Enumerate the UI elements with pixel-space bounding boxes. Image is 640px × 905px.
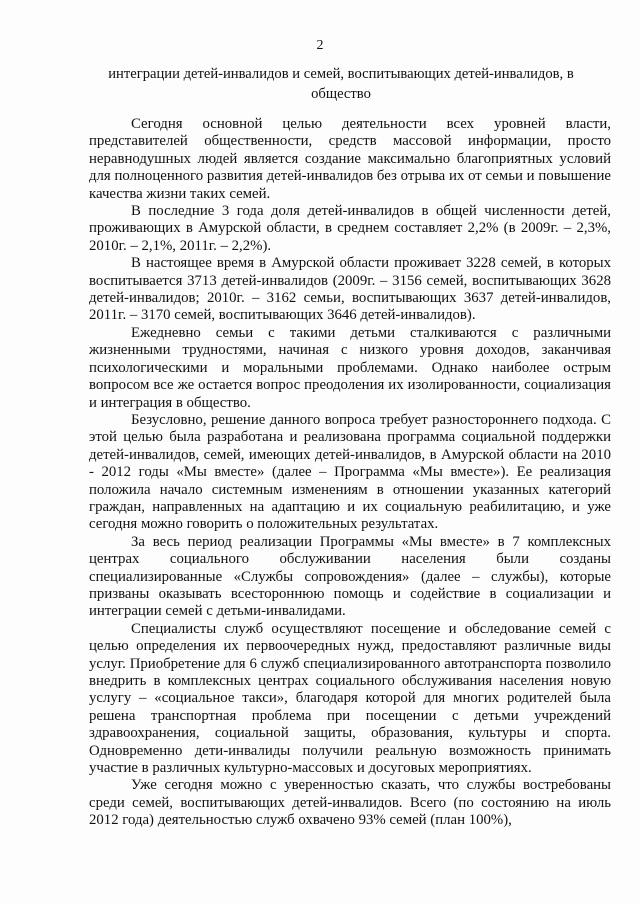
- section-title: интеграции детей-инвалидов и семей, воспитывающих детей-инвалидов, в общество: [108, 66, 574, 102]
- paragraph: Безусловно, решение данного вопроса требует разностороннего подхода. С этой целью была разработана и реализована программа социальной поддержки детей-инвалидов, семей, имеющих детей-инвалидов, в Амурской области на 2010 - 2012 годы «Мы вместе» (далее – Программа «Мы вместе»). Ее реализация положила начало системным изменениям в отношении указанных категорий граждан, направленных на адаптацию и их социальную реабилитацию, и уже сегодня можно говорить о положительных результатах.: [89, 411, 611, 533]
- page-number: 2: [316, 38, 324, 53]
- paragraph: Специалисты служб осуществляют посещение и обследование семей с целью определения их первоочередных нужд, предоставляют различные виды услуг. Приобретение для 6 служб специализированного автотранспорта позволило внедрить в комплексных центрах социального обслуживания населения новую услугу – «социальное такси», благодаря которой для многих родителей была решена транспортная проблема при посещении с детьми учреждений здравоохранения, социальной защиты, образования, культуры и спорта. Одновременно дети-инвалиды получили реальную возможность принимать участие в различных культурно-массовых и досуговых мероприятиях.: [89, 620, 611, 777]
- paragraph: В последние 3 года доля детей-инвалидов в общей численности детей, проживающих в Амурской области, в среднем составляет 2,2% (в 2009г. – 2,3%, 2010г. – 2,1%, 2011г. – 2,2%).: [89, 203, 611, 254]
- paragraph: Уже сегодня можно с уверенностью сказать, что службы востребованы среди семей, воспитывающих детей-инвалидов. Всего (по состоянию на июль 2012 года) деятельностью служб охвачено 93% семей (план 100%),: [89, 777, 611, 829]
- body-text: [89, 116, 611, 830]
- paragraph: Сегодня основной целью деятельности всех уровней власти, представителей общественности, средств массовой информации, просто неравнодушных людей является создание максимально благоприятных условий для полноценного развития детей-инвалидов без отрыва их от семьи и повышение качества жизни таких семей.: [89, 116, 611, 202]
- paragraph: В настоящее время в Амурской области проживает 3228 семей, в которых воспитывается 3713 детей-инвалидов (2009г. – 3156 семей, воспитывающих 3628 детей-инвалидов; 2010г. – 3162 семьи, воспитывающих 3637 детей-инвалидов, 2011г. – 3170 семей, воспитывающих 3646 детей-инвалидов).: [89, 255, 611, 324]
- paragraph: Ежедневно семьи с такими детьми сталкиваются с различными жизненными трудностями, начиная с низкого уровня доходов, заканчивая психологическими и моральными проблемами. Однако наиболее острым вопросом все же остается вопрос преодоления их изолированности, социализация и интеграция в общество.: [89, 324, 611, 411]
- paragraph: За весь период реализации Программы «Мы вместе» в 7 комплексных центрах социального обслуживании населения были созданы специализированные «Службы сопровождения» (далее – службы), которые призваны оказывать всестороннюю помощь и содействие в социализации и интеграции семей с детьми-инвалидами.: [89, 533, 611, 620]
